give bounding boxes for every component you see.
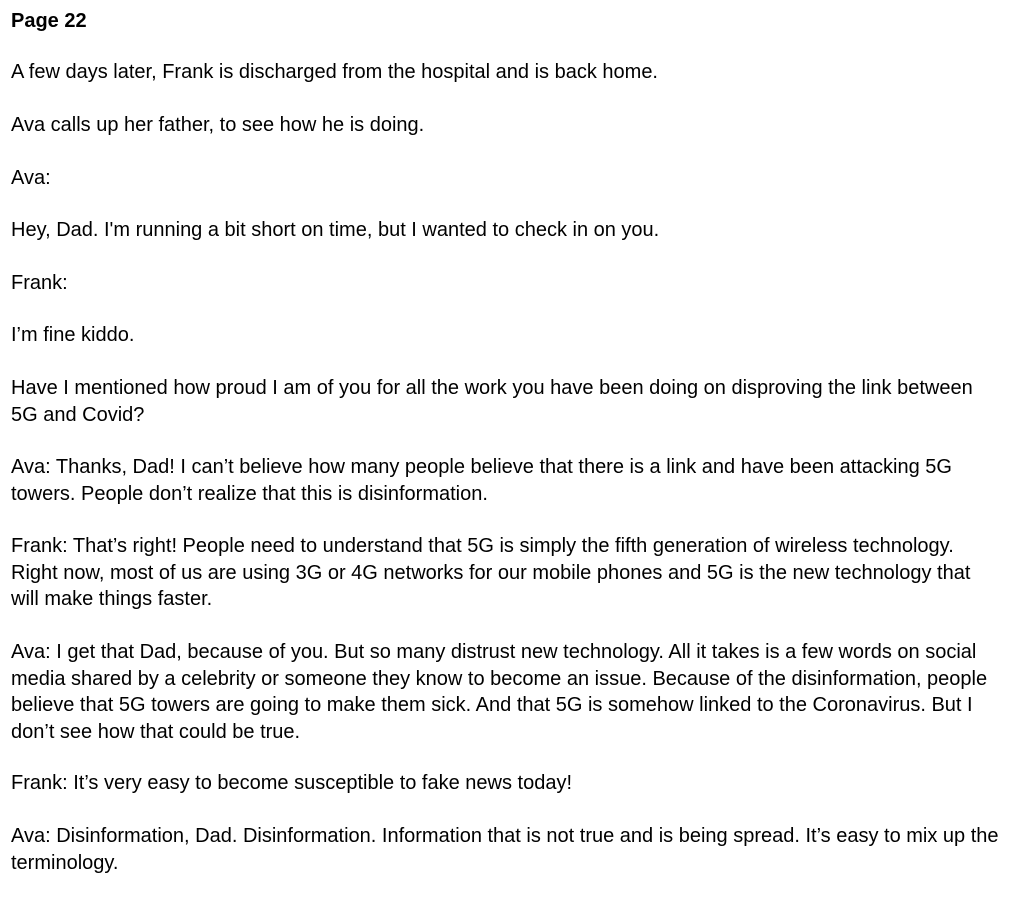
page-title: Page 22 — [11, 10, 87, 32]
dialogue-paragraph: I’m fine kiddo. — [11, 324, 135, 346]
dialogue-paragraph: Frank: That’s right! People need to understand that 5G is simply the fifth generation of wireless technology. Right now, most of us are using 3G or 4G networks for our mobile phones and 5G is the new technology that will make things faster. — [11, 535, 971, 610]
dialogue-paragraph: Ava: I get that Dad, because of you. But so many distrust new technology. All it takes is a few words on social media shared by a celebrity or someone they know to become an issue. Because of the disinformation, people believe that 5G towers are going to make them sick. And that 5G is somehow linked to the Coronavirus. But I don’t see how that could be true. — [11, 641, 988, 743]
speaker-label: Frank: — [11, 272, 68, 294]
speaker-label: Ava: — [11, 167, 51, 189]
dialogue-paragraph: Hey, Dad. I'm running a bit short on time, but I wanted to check in on you. — [11, 219, 660, 241]
narration-paragraph: Ava calls up her father, to see how he is doing. — [11, 114, 425, 136]
dialogue-paragraph: Frank: It’s very easy to become susceptible to fake news today! — [11, 772, 573, 794]
narration-paragraph: A few days later, Frank is discharged from the hospital and is back home. — [11, 61, 658, 83]
dialogue-paragraph: Ava: Thanks, Dad! I can’t believe how many people believe that there is a link and have been attacking 5G towers. People don’t realize that this is disinformation. — [11, 456, 952, 505]
dialogue-paragraph: Have I mentioned how proud I am of you for all the work you have been doing on disproving the link between 5G and Covid? — [11, 377, 973, 426]
dialogue-paragraph: Ava: Disinformation, Dad. Disinformation. Information that is not true and is being spread. It’s easy to mix up the terminology. — [11, 825, 999, 874]
